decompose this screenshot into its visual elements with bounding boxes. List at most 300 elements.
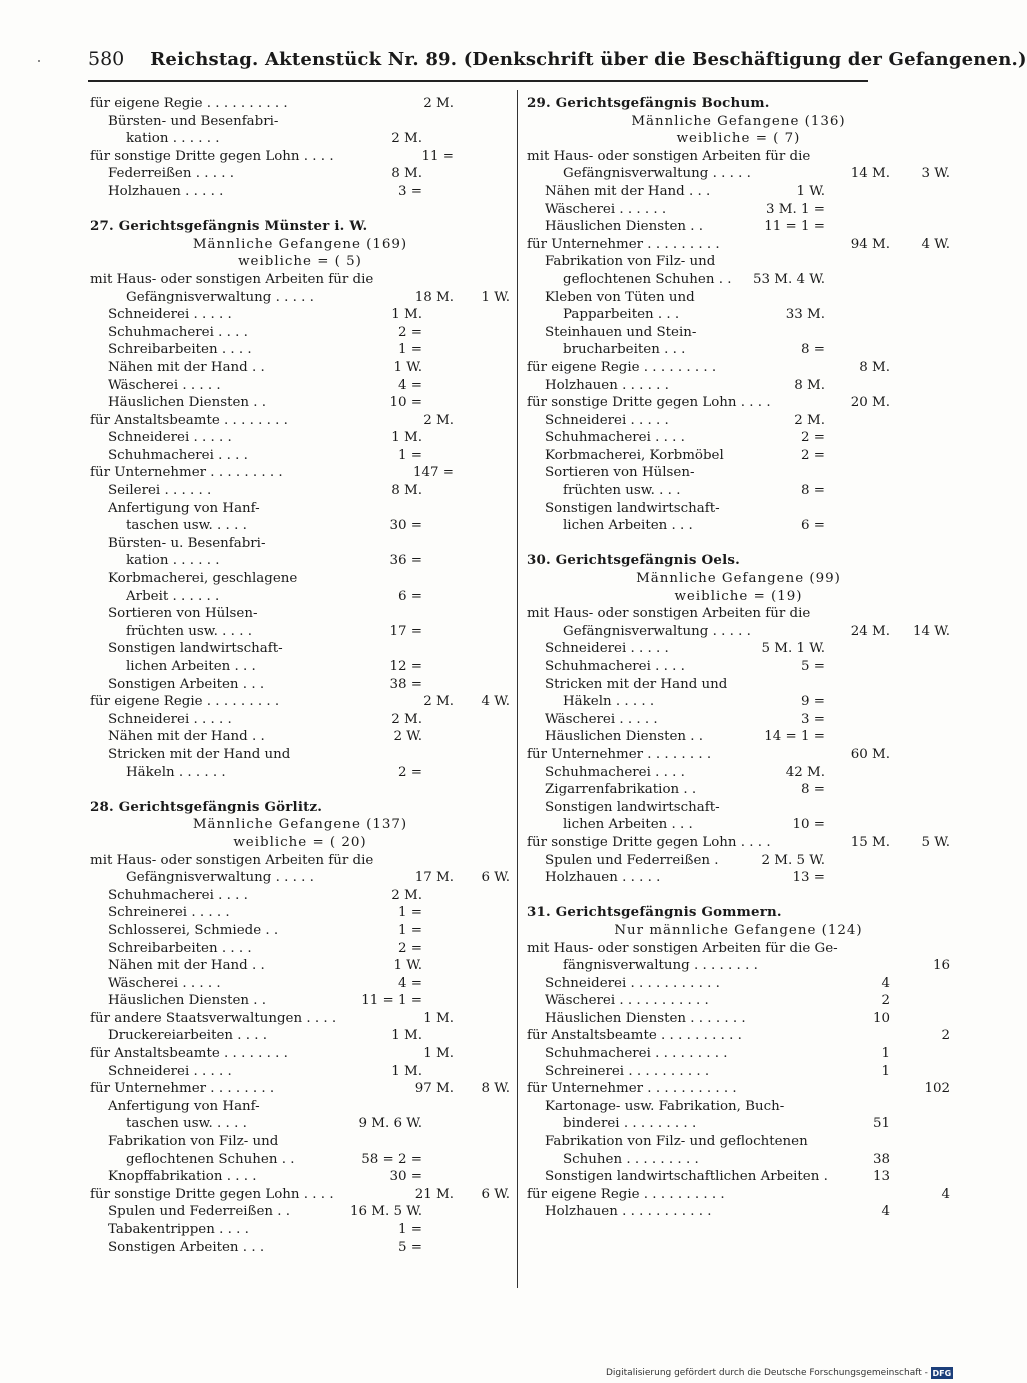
section-heading bbox=[90, 799, 510, 817]
entry-label: Wäscherei . . . . . . . . . . . bbox=[545, 993, 709, 1009]
entry-value-c1: 2 = bbox=[801, 447, 825, 463]
entry-row bbox=[527, 271, 950, 289]
entry-value-c1: 8 = bbox=[801, 342, 825, 358]
entry-row bbox=[527, 464, 950, 482]
entry-row bbox=[527, 1045, 950, 1063]
entry-label: Fabrikation von Filz- und bbox=[545, 254, 716, 270]
entry-value-c1: 1 M. bbox=[391, 1028, 422, 1044]
entry-row bbox=[90, 975, 510, 993]
entry-value-c2: 17 M. bbox=[414, 870, 454, 886]
entry-label: kation . . . . . . bbox=[126, 553, 220, 569]
entry-row bbox=[527, 728, 950, 746]
entry-value-c3: 2 bbox=[941, 1028, 950, 1044]
prisoner-count-line bbox=[527, 588, 950, 606]
entry-value-c1: 17 = bbox=[389, 623, 422, 639]
entry-row bbox=[527, 1027, 950, 1045]
entry-value-c2: 147 = bbox=[412, 465, 454, 481]
entry-value-c2: 20 M. bbox=[850, 395, 890, 411]
entry-row bbox=[527, 429, 950, 447]
entry-label: Sonstigen Arbeiten . . . bbox=[108, 676, 265, 692]
entry-row bbox=[527, 640, 950, 658]
entry-label: Schuhmacherei . . . . bbox=[108, 447, 248, 463]
entry-value-c2: 97 M. bbox=[414, 1081, 454, 1097]
entry-label: Häkeln . . . . . bbox=[563, 694, 655, 710]
entry-label: Sortieren von Hülsen- bbox=[545, 465, 695, 481]
entry-row bbox=[527, 447, 950, 465]
entry-row bbox=[527, 852, 950, 870]
entry-row bbox=[527, 781, 950, 799]
entry-value-c2: 4 bbox=[881, 1204, 890, 1220]
entry-label: Holzhauen . . . . . bbox=[545, 870, 661, 886]
entry-value-c1: 2 = bbox=[398, 940, 422, 956]
entry-row bbox=[527, 201, 950, 219]
entry-label: Schuhmacherei . . . . bbox=[545, 764, 685, 780]
entry-value-c1: 2 M. bbox=[391, 887, 422, 903]
page-header bbox=[88, 48, 1027, 78]
entry-label: Spulen und Federreißen . . bbox=[108, 1204, 291, 1220]
entry-label: Schuhmacherei . . . . bbox=[108, 887, 248, 903]
entry-row bbox=[527, 289, 950, 307]
entry-row bbox=[527, 992, 950, 1010]
entry-label: für eigene Regie . . . . . . . . . bbox=[527, 359, 717, 375]
entry-label: Knopffabrikation . . . . bbox=[108, 1169, 257, 1185]
entry-row bbox=[90, 482, 510, 500]
entry-row bbox=[90, 764, 510, 782]
entry-label: Schneiderei . . . . . bbox=[108, 1063, 232, 1079]
entry-value-c1: 1 = bbox=[398, 1222, 422, 1237]
entry-label: Gefängnisverwaltung . . . . . bbox=[563, 623, 751, 639]
entry-label: Häuslichen Diensten . . bbox=[545, 219, 704, 235]
entry-value-c2: 15 M. bbox=[850, 834, 890, 850]
entry-label: Schuhmacherei . . . . bbox=[108, 324, 248, 340]
entry-row bbox=[527, 394, 950, 412]
footer-credit bbox=[606, 1366, 953, 1380]
entry-label: Sonstigen landwirtschaft- bbox=[108, 641, 283, 657]
entry-row bbox=[527, 1098, 950, 1116]
entry-row bbox=[90, 693, 510, 711]
entry-value-c1: 16 M. 5 W. bbox=[350, 1204, 422, 1220]
entry-label: Sortieren von Hülsen- bbox=[108, 606, 258, 622]
entry-row bbox=[527, 711, 950, 729]
entry-label: Gefängnisverwaltung . . . . . bbox=[126, 870, 314, 886]
entry-row bbox=[90, 940, 510, 958]
entry-label: brucharbeiten . . . bbox=[563, 342, 686, 358]
entry-value-c1: 1 = bbox=[398, 905, 422, 921]
entry-row bbox=[527, 1151, 950, 1169]
entry-row bbox=[527, 834, 950, 852]
entry-label: Zigarrenfabrikation . . bbox=[545, 782, 697, 798]
prisoner-count-line bbox=[527, 130, 950, 148]
entry-label: Schuhmacherei . . . . . . . . . bbox=[545, 1046, 728, 1062]
entry-row bbox=[527, 324, 950, 342]
entry-row bbox=[90, 535, 510, 553]
section-heading bbox=[527, 904, 950, 922]
entry-row bbox=[90, 412, 510, 430]
entry-row bbox=[527, 1203, 950, 1221]
entry-value-c3: 6 W. bbox=[481, 870, 510, 886]
entry-label: Schreibarbeiten . . . . bbox=[108, 940, 252, 956]
entry-value-c1: 1 = bbox=[398, 922, 422, 938]
section-title: 31. Gerichtsgefängnis Gommern. bbox=[527, 904, 782, 921]
entry-row bbox=[90, 183, 510, 201]
entry-row bbox=[90, 992, 510, 1010]
entry-value-c1: 38 = bbox=[389, 676, 422, 692]
entry-row bbox=[90, 271, 510, 289]
entry-row bbox=[527, 218, 950, 236]
column-divider bbox=[517, 90, 518, 1288]
prisoner-count-line bbox=[90, 236, 510, 254]
entry-value-c1: 9 = bbox=[801, 694, 825, 710]
entry-label: für Unternehmer . . . . . . . . . . . bbox=[527, 1081, 737, 1097]
entry-label: für sonstige Dritte gegen Lohn . . . . bbox=[527, 834, 771, 850]
entry-value-c3: 4 W. bbox=[921, 236, 950, 252]
entry-value-c1: 1 W. bbox=[796, 183, 825, 199]
entry-label: früchten usw. . . . . bbox=[126, 623, 252, 639]
entry-label: Schreibarbeiten . . . . bbox=[108, 342, 252, 358]
entry-label: Papparbeiten . . . bbox=[563, 307, 680, 323]
entry-label: Sonstigen Arbeiten . . . bbox=[108, 1239, 265, 1255]
entry-value-c2: 38 bbox=[872, 1151, 890, 1167]
entry-value-c3: 102 bbox=[924, 1081, 950, 1097]
entry-label: Häkeln . . . . . . bbox=[126, 764, 226, 780]
entry-row bbox=[527, 1063, 950, 1081]
entry-label: für Anstaltsbeamte . . . . . . . . bbox=[90, 412, 288, 428]
entry-row bbox=[90, 552, 510, 570]
dfg-logo: DFG bbox=[932, 1368, 952, 1378]
prisoner-count-line bbox=[90, 253, 510, 271]
entry-value-c1: 8 M. bbox=[391, 166, 422, 182]
entry-value-c1: 10 = bbox=[389, 395, 422, 411]
entry-row bbox=[527, 359, 950, 377]
page-number: 580 bbox=[88, 48, 125, 70]
entry-row bbox=[90, 1239, 510, 1257]
entry-value-c1: 8 M. bbox=[391, 483, 422, 499]
entry-label: Spulen und Federreißen . bbox=[545, 852, 719, 868]
entry-value-c1: 3 = bbox=[398, 183, 422, 199]
entry-value-c1: 11 = 1 = bbox=[764, 219, 825, 235]
entry-row bbox=[90, 377, 510, 395]
entry-label: Tabakentrippen . . . . bbox=[108, 1222, 249, 1237]
entry-row bbox=[90, 95, 510, 113]
entry-label: Holzhauen . . . . . . bbox=[545, 377, 669, 393]
entry-row bbox=[527, 623, 950, 641]
entry-row bbox=[90, 1027, 510, 1045]
entry-label: weibliche = ( 7) bbox=[676, 131, 801, 147]
entry-value-c1: 14 = 1 = bbox=[764, 729, 825, 745]
entry-row bbox=[90, 1010, 510, 1028]
entry-label: mit Haus- oder sonstigen Arbeiten für die bbox=[527, 148, 811, 164]
entry-row bbox=[90, 570, 510, 588]
entry-row bbox=[527, 940, 950, 958]
entry-label: taschen usw. . . . . bbox=[126, 1116, 247, 1132]
entry-row bbox=[90, 869, 510, 887]
entry-row bbox=[527, 658, 950, 676]
entry-value-c1: 53 M. 4 W. bbox=[753, 271, 825, 287]
entry-value-c1: 8 = bbox=[801, 483, 825, 499]
entry-row bbox=[90, 676, 510, 694]
entry-label: Männliche Gefangene (137) bbox=[192, 817, 408, 833]
entry-label: Schreinerei . . . . . . . . . . bbox=[545, 1063, 710, 1079]
entry-label: Anfertigung von Hanf- bbox=[108, 500, 260, 516]
entry-label: Bürsten- und Besenfabri- bbox=[108, 113, 279, 129]
entry-value-c3: 4 W. bbox=[481, 694, 510, 710]
entry-label: geflochtenen Schuhen . . bbox=[126, 1151, 295, 1167]
entry-value-c2: 24 M. bbox=[850, 623, 890, 639]
entry-value-c1: 2 = bbox=[398, 324, 422, 340]
section-heading bbox=[90, 218, 510, 236]
entry-label: mit Haus- oder sonstigen Arbeiten für die bbox=[527, 606, 811, 622]
entry-value-c2: 13 bbox=[872, 1169, 890, 1185]
entry-value-c1: 2 = bbox=[398, 764, 422, 780]
entry-label: fängnisverwaltung . . . . . . . . bbox=[563, 958, 758, 974]
entry-row bbox=[90, 1186, 510, 1204]
entry-row bbox=[90, 1168, 510, 1186]
header-title: Reichstag. Aktenstück Nr. 89. (Denkschrift über die Beschäftigung der Gefangenen.) bbox=[150, 49, 1027, 70]
entry-label: Wäscherei . . . . . bbox=[108, 377, 221, 393]
entry-label: Anfertigung von Hanf- bbox=[108, 1098, 260, 1114]
entry-label: für Unternehmer . . . . . . . . bbox=[527, 746, 712, 762]
entry-label: für sonstige Dritte gegen Lohn . . . . bbox=[90, 148, 334, 164]
entry-row bbox=[90, 588, 510, 606]
entry-value-c3: 8 W. bbox=[481, 1081, 510, 1097]
entry-row bbox=[527, 482, 950, 500]
entry-label: Häuslichen Diensten . . bbox=[108, 395, 267, 411]
entry-label: lichen Arbeiten . . . bbox=[563, 518, 693, 534]
entry-row bbox=[527, 764, 950, 782]
entry-label: Schneiderei . . . . . bbox=[545, 641, 669, 657]
entry-label: Schneiderei . . . . . bbox=[108, 430, 232, 446]
entry-row bbox=[527, 816, 950, 834]
entry-value-c1: 5 = bbox=[801, 659, 825, 674]
entry-value-c1: 10 = bbox=[792, 817, 825, 833]
section-heading bbox=[527, 552, 950, 570]
entry-label: Wäscherei . . . . . bbox=[108, 975, 221, 991]
spacer bbox=[527, 887, 950, 905]
entry-label: Häuslichen Diensten . . . . . . . bbox=[545, 1010, 746, 1026]
entry-value-c1: 12 = bbox=[389, 659, 422, 674]
entry-label: Holzhauen . . . . . . . . . . . bbox=[545, 1204, 712, 1220]
entry-value-c1: 1 W. bbox=[393, 958, 422, 974]
entry-value-c2: 18 M. bbox=[414, 289, 454, 305]
entry-value-c2: 2 bbox=[881, 993, 890, 1009]
entry-label: für Unternehmer . . . . . . . . bbox=[90, 1081, 275, 1097]
entry-value-c2: 10 bbox=[872, 1010, 890, 1026]
entry-row bbox=[90, 746, 510, 764]
entry-label: taschen usw. . . . . bbox=[126, 518, 247, 534]
entry-label: mit Haus- oder sonstigen Arbeiten für die bbox=[90, 271, 374, 287]
entry-label: Wäscherei . . . . . bbox=[545, 711, 658, 727]
entry-label: Häuslichen Diensten . . bbox=[545, 729, 704, 745]
prisoner-count-line bbox=[527, 113, 950, 131]
entry-row bbox=[90, 447, 510, 465]
entry-value-c1: 1 = bbox=[398, 447, 422, 463]
entry-label: Schlosserei, Schmiede . . bbox=[108, 922, 279, 938]
entry-row bbox=[527, 253, 950, 271]
prisoner-count-line bbox=[527, 922, 950, 940]
entry-label: Federreißen . . . . . bbox=[108, 166, 235, 182]
entry-row bbox=[90, 289, 510, 307]
section-title: 29. Gerichtsgefängnis Bochum. bbox=[527, 95, 770, 111]
entry-label: Schneiderei . . . . . bbox=[108, 307, 232, 323]
entry-label: Sonstigen landwirtschaft- bbox=[545, 799, 720, 815]
entry-label: Häuslichen Diensten . . bbox=[108, 993, 267, 1009]
entry-value-c1: 2 W. bbox=[393, 729, 422, 745]
entry-label: für eigene Regie . . . . . . . . . bbox=[90, 694, 280, 710]
entry-row bbox=[527, 148, 950, 166]
entry-row bbox=[90, 1133, 510, 1151]
entry-row bbox=[90, 1221, 510, 1239]
entry-value-c1: 1 = bbox=[398, 342, 422, 358]
entry-row bbox=[90, 1098, 510, 1116]
entry-value-c1: 4 = bbox=[398, 377, 422, 393]
entry-row bbox=[90, 904, 510, 922]
entry-row bbox=[527, 500, 950, 518]
entry-row bbox=[527, 412, 950, 430]
entry-value-c1: 6 = bbox=[398, 588, 422, 604]
entry-row bbox=[527, 1186, 950, 1204]
entry-row bbox=[90, 1115, 510, 1133]
section-title: 27. Gerichtsgefängnis Münster i. W. bbox=[90, 218, 368, 235]
entry-value-c1: 2 M. bbox=[391, 131, 422, 147]
entry-label: Druckereiarbeiten . . . . bbox=[108, 1028, 268, 1044]
prisoner-count-line bbox=[90, 816, 510, 834]
entry-row bbox=[90, 165, 510, 183]
entry-row bbox=[527, 1168, 950, 1186]
entry-value-c2: 2 M. bbox=[423, 694, 454, 710]
entry-row bbox=[90, 306, 510, 324]
entry-value-c3: 4 bbox=[941, 1186, 950, 1202]
entry-row bbox=[90, 728, 510, 746]
entry-label: für sonstige Dritte gegen Lohn . . . . bbox=[90, 1186, 334, 1202]
entry-label: Männliche Gefangene (136) bbox=[631, 113, 846, 129]
entry-label: Schneiderei . . . . . bbox=[545, 412, 669, 428]
entry-row bbox=[90, 1203, 510, 1221]
prisoner-count-line bbox=[527, 570, 950, 588]
entry-value-c3: 1 W. bbox=[481, 289, 510, 305]
entry-label: weibliche = ( 20) bbox=[233, 834, 367, 850]
left-column bbox=[90, 95, 510, 1256]
entry-label: weibliche = (19) bbox=[674, 588, 803, 604]
entry-value-c2: 51 bbox=[872, 1116, 890, 1132]
entry-row bbox=[90, 429, 510, 447]
entry-label: Kartonage- usw. Fabrikation, Buch- bbox=[545, 1098, 785, 1114]
entry-row bbox=[90, 640, 510, 658]
entry-row bbox=[527, 693, 950, 711]
entry-label: Gefängnisverwaltung . . . . . bbox=[126, 289, 314, 305]
entry-label: Nähen mit der Hand . . bbox=[108, 958, 265, 974]
entry-row bbox=[90, 1151, 510, 1169]
entry-value-c2: 1 bbox=[881, 1046, 890, 1062]
entry-label: für andere Staatsverwaltungen . . . . bbox=[90, 1010, 337, 1026]
entry-value-c2: 94 M. bbox=[850, 236, 890, 252]
entry-label: Wäscherei . . . . . . bbox=[545, 201, 667, 217]
entry-label: Steinhauen und Stein- bbox=[545, 324, 697, 340]
entry-label: binderei . . . . . . . . . bbox=[563, 1116, 697, 1132]
entry-row bbox=[90, 359, 510, 377]
scan-speck bbox=[38, 60, 40, 62]
entry-row bbox=[527, 676, 950, 694]
entry-label: für sonstige Dritte gegen Lohn . . . . bbox=[527, 395, 771, 411]
entry-value-c1: 5 M. 1 W. bbox=[761, 641, 825, 657]
entry-row bbox=[90, 113, 510, 131]
entry-label: Korbmacherei, Korbmöbel bbox=[545, 447, 724, 463]
entry-row bbox=[90, 1080, 510, 1098]
spacer bbox=[90, 201, 510, 219]
entry-value-c1: 1 W. bbox=[393, 359, 422, 375]
prisoner-count-line bbox=[90, 834, 510, 852]
right-column bbox=[527, 95, 950, 1221]
entry-value-c1: 8 M. bbox=[794, 377, 825, 393]
entry-row bbox=[90, 658, 510, 676]
section-title: 28. Gerichtsgefängnis Görlitz. bbox=[90, 798, 323, 815]
entry-label: Schuhen . . . . . . . . . bbox=[563, 1151, 699, 1167]
entry-label: Sonstigen landwirtschaftlichen Arbeiten . bbox=[545, 1169, 828, 1185]
entry-row bbox=[90, 130, 510, 148]
entry-row bbox=[527, 605, 950, 623]
entry-row bbox=[527, 165, 950, 183]
entry-label: weibliche = ( 5) bbox=[238, 254, 362, 270]
entry-label: mit Haus- oder sonstigen Arbeiten für die bbox=[90, 852, 374, 868]
entry-label: Korbmacherei, geschlagene bbox=[108, 571, 298, 587]
entry-label: für Unternehmer . . . . . . . . . bbox=[527, 236, 720, 252]
entry-label: geflochtenen Schuhen . . bbox=[563, 271, 732, 287]
entry-value-c2: 2 M. bbox=[423, 412, 454, 428]
entry-value-c1: 3 = bbox=[801, 711, 825, 727]
entry-label: Männliche Gefangene (169) bbox=[192, 236, 408, 252]
entry-label: Schuhmacherei . . . . bbox=[545, 659, 685, 674]
entry-row bbox=[90, 394, 510, 412]
entry-label: Schreinerei . . . . . bbox=[108, 905, 230, 921]
entry-label: Sonstigen landwirtschaft- bbox=[545, 500, 720, 516]
entry-row bbox=[527, 517, 950, 535]
entry-label: Schneiderei . . . . . . . . . . . bbox=[545, 975, 720, 991]
entry-value-c1: 2 M. 5 W. bbox=[761, 852, 825, 868]
entry-value-c1: 36 = bbox=[389, 553, 422, 569]
entry-value-c1: 13 = bbox=[792, 870, 825, 886]
entry-value-c1: 6 = bbox=[801, 518, 825, 534]
entry-label: Fabrikation von Filz- und geflochtenen bbox=[545, 1134, 808, 1150]
entry-label: für Anstaltsbeamte . . . . . . . . bbox=[90, 1046, 288, 1062]
header-rule bbox=[88, 80, 868, 82]
entry-row bbox=[527, 183, 950, 201]
entry-label: für Anstaltsbeamte . . . . . . . . . . bbox=[527, 1028, 742, 1044]
entry-row bbox=[527, 975, 950, 993]
entry-row bbox=[527, 869, 950, 887]
entry-label: Schneiderei . . . . . bbox=[108, 711, 232, 727]
entry-value-c2: 11 = bbox=[421, 148, 454, 164]
entry-value-c2: 1 bbox=[881, 1063, 890, 1079]
entry-row bbox=[90, 605, 510, 623]
section-heading bbox=[527, 95, 950, 113]
entry-label: für eigene Regie . . . . . . . . . . bbox=[527, 1186, 725, 1202]
entry-value-c2: 1 M. bbox=[423, 1046, 454, 1062]
entry-value-c1: 1 M. bbox=[391, 1063, 422, 1079]
entry-row bbox=[90, 341, 510, 359]
entry-label: für Unternehmer . . . . . . . . . bbox=[90, 465, 283, 481]
entry-label: lichen Arbeiten . . . bbox=[126, 659, 256, 674]
spacer bbox=[527, 535, 950, 553]
entry-label: Kleben von Tüten und bbox=[545, 289, 695, 305]
entry-row bbox=[90, 517, 510, 535]
entry-label: Nähen mit der Hand . . bbox=[108, 359, 265, 375]
entry-value-c1: 58 = 2 = bbox=[361, 1151, 422, 1167]
entry-label: Männliche Gefangene (99) bbox=[636, 571, 841, 587]
entry-label: früchten usw. . . . bbox=[563, 483, 681, 499]
entry-value-c2: 14 M. bbox=[850, 166, 890, 182]
entry-value-c2: 4 bbox=[881, 975, 890, 991]
entry-value-c1: 9 M. 6 W. bbox=[358, 1116, 422, 1132]
entry-value-c1: 30 = bbox=[389, 1169, 422, 1185]
